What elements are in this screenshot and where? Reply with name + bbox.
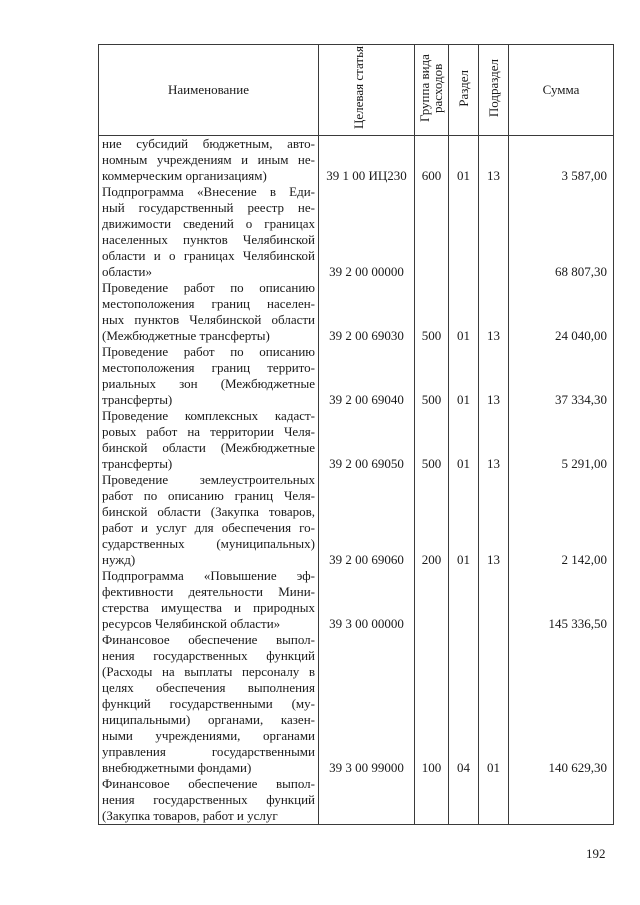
header-summa-label: Сумма — [542, 82, 580, 97]
row-vid: 500 — [415, 280, 449, 344]
row-vid: 500 — [415, 344, 449, 408]
row-name-line: внебюджетными фондами) — [102, 760, 252, 775]
row-razdel: 01 — [449, 344, 479, 408]
row-name-line: ный государственный реестр не- — [102, 200, 315, 215]
row-name — [99, 776, 319, 825]
row-summa: 5 291,00 — [509, 408, 614, 472]
row-name — [99, 344, 319, 408]
row-name-line: (Межбюджетные трансферты) — [102, 328, 270, 343]
header-code-label: Целевая статья — [350, 46, 366, 130]
row-code: 39 3 00 99000 — [319, 632, 415, 776]
row-name-line: ных пунктов Челябинской области — [102, 312, 315, 327]
table-row — [99, 280, 614, 344]
header-name-label: Наименование — [168, 82, 249, 97]
header-razdel — [449, 45, 479, 136]
row-code: 39 2 00 69050 — [319, 408, 415, 472]
row-name — [99, 184, 319, 280]
row-name-line: Проведение работ по описанию — [102, 344, 315, 359]
row-podrazdel: 13 — [479, 344, 509, 408]
row-name-line: области» — [102, 264, 152, 279]
row-name — [99, 472, 319, 568]
row-podrazdel — [479, 776, 509, 825]
row-name-line: Проведение работ по описанию — [102, 280, 315, 295]
row-razdel: 01 — [449, 408, 479, 472]
row-summa: 145 336,50 — [509, 568, 614, 632]
row-vid — [415, 184, 449, 280]
row-code: 39 3 00 00000 — [319, 568, 415, 632]
row-vid: 600 — [415, 136, 449, 185]
row-name — [99, 568, 319, 632]
row-name-line: трансферты) — [102, 392, 173, 407]
row-name-line: движимости сведений о границах — [102, 216, 315, 231]
row-name-line: ровых работ на территории Челя- — [102, 424, 315, 439]
row-podrazdel — [479, 184, 509, 280]
page-number: 192 — [586, 846, 606, 861]
row-name-line: бинской области (Межбюджетные — [102, 440, 315, 455]
row-name-line: трансферты) — [102, 456, 173, 471]
header-vid-label: Группа вида расходов — [416, 54, 445, 122]
header-razdel-label: Раздел — [456, 69, 471, 107]
row-code: 39 2 00 00000 — [319, 184, 415, 280]
budget-table — [98, 44, 614, 825]
row-name-line: нения государственных функций — [102, 792, 315, 807]
table-row — [99, 472, 614, 568]
row-code: 39 2 00 69060 — [319, 472, 415, 568]
row-summa: 2 142,00 — [509, 472, 614, 568]
row-name-line: населенных пунктов Челябинской — [102, 232, 315, 247]
row-name — [99, 280, 319, 344]
header-vid — [415, 45, 449, 136]
row-name-line: Подпрограмма «Внесение в Еди- — [102, 184, 315, 199]
row-name-line: ресурсов Челябинской области» — [102, 616, 281, 631]
row-name-line: фективности деятельности Мини- — [102, 584, 315, 599]
row-vid — [415, 568, 449, 632]
row-name-line: управления государственными — [102, 744, 315, 759]
row-vid: 100 — [415, 632, 449, 776]
row-vid: 500 — [415, 408, 449, 472]
row-name-line: функций государственными (му- — [102, 696, 315, 711]
table-row — [99, 408, 614, 472]
table-row — [99, 184, 614, 280]
row-name-line: нужд) — [102, 552, 136, 567]
row-name-line: коммерческим организациям) — [102, 168, 267, 183]
header-podrazdel — [479, 45, 509, 136]
row-name-line: Подпрограмма «Повышение эф- — [102, 568, 315, 583]
row-summa: 37 334,30 — [509, 344, 614, 408]
row-name — [99, 136, 319, 185]
row-razdel — [449, 184, 479, 280]
row-podrazdel: 13 — [479, 280, 509, 344]
row-name-line: Финансовое обеспечение выпол- — [102, 776, 315, 791]
row-name — [99, 632, 319, 776]
row-razdel: 01 — [449, 472, 479, 568]
row-podrazdel: 13 — [479, 408, 509, 472]
row-name-line: местоположения границ террито- — [102, 360, 315, 375]
row-name-line: бинской области (Закупка товаров, — [102, 504, 315, 519]
row-podrazdel: 01 — [479, 632, 509, 776]
row-name-line: работ и услуг для обеспечения го- — [102, 520, 315, 535]
row-name-line: работ по описанию границ Челя- — [102, 488, 315, 503]
row-name-line: ными учреждениями, органами — [102, 728, 315, 743]
row-name-line: номным учреждениям и иным не- — [102, 152, 315, 167]
row-name-line: ние субсидий бюджетным, авто- — [102, 136, 315, 151]
row-name-line: местоположения границ населен- — [102, 296, 315, 311]
row-summa — [509, 776, 614, 825]
row-name-line: ниципальными) органами, казен- — [102, 712, 315, 727]
row-name-line: (Расходы на выплаты персоналу в — [102, 664, 315, 679]
header-name — [99, 45, 319, 136]
row-name-line: Проведение землеустроительных — [102, 472, 315, 487]
row-razdel: 01 — [449, 280, 479, 344]
row-vid — [415, 776, 449, 825]
row-summa: 24 040,00 — [509, 280, 614, 344]
row-code: 39 1 00 ИЦ230 — [319, 136, 415, 185]
header-podrazdel-label: Подраздел — [486, 58, 501, 118]
row-razdel: 01 — [449, 136, 479, 185]
header-code — [319, 45, 415, 136]
row-summa: 3 587,00 — [509, 136, 614, 185]
row-podrazdel: 13 — [479, 136, 509, 185]
row-vid: 200 — [415, 472, 449, 568]
row-name-line: области и о границах Челябинской — [102, 248, 315, 263]
row-name-line: Финансовое обеспечение выпол- — [102, 632, 315, 647]
row-name-line: риальных зон (Межбюджетные — [102, 376, 315, 391]
row-name — [99, 408, 319, 472]
header-row — [99, 45, 614, 136]
table-row — [99, 568, 614, 632]
header-summa — [509, 45, 614, 136]
row-name-line: сударственных (муниципальных) — [102, 536, 315, 551]
row-razdel: 04 — [449, 632, 479, 776]
table-body — [99, 136, 614, 825]
table-row — [99, 136, 614, 185]
row-name-line: целях обеспечения выполнения — [102, 680, 315, 695]
row-razdel — [449, 568, 479, 632]
row-name-line: Проведение комплексных кадаст- — [102, 408, 315, 423]
row-summa: 68 807,30 — [509, 184, 614, 280]
row-summa: 140 629,30 — [509, 632, 614, 776]
row-podrazdel: 13 — [479, 472, 509, 568]
table-row — [99, 776, 614, 825]
row-name-line: (Закупка товаров, работ и услуг — [102, 808, 278, 823]
table-row — [99, 632, 614, 776]
row-podrazdel — [479, 568, 509, 632]
table-row — [99, 344, 614, 408]
row-name-line: нения государственных функций — [102, 648, 315, 663]
row-code: 39 2 00 69030 — [319, 280, 415, 344]
row-code — [319, 776, 415, 825]
row-razdel — [449, 776, 479, 825]
row-code: 39 2 00 69040 — [319, 344, 415, 408]
row-name-line: стерства имущества и природных — [102, 600, 315, 615]
